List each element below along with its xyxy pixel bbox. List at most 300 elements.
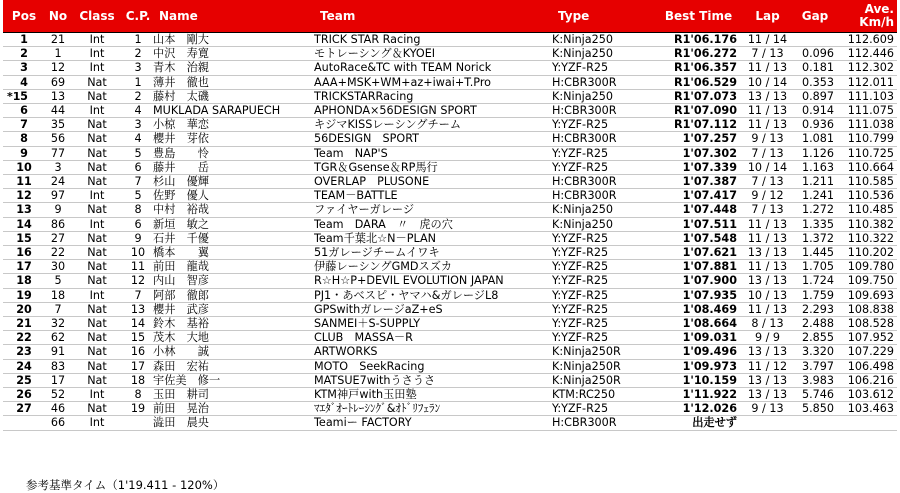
row-gap: [794, 89, 836, 103]
row-class-value: Int: [89, 416, 105, 430]
row-cp: [123, 231, 153, 245]
row-team-value: Team千葉北☆N－PLAN: [314, 231, 436, 245]
row-type: [552, 331, 656, 345]
header-cp: C.P.: [123, 0, 153, 33]
row-type: [552, 388, 656, 402]
row-lap: [741, 388, 794, 402]
row-cp: [123, 288, 153, 302]
row-team-value: R☆H☆P+DEVIL EVOLUTION JAPAN: [314, 274, 504, 288]
row-no: [45, 274, 71, 288]
row-name-value: 前田 晃治: [153, 402, 209, 416]
row-best-time: [656, 89, 741, 103]
row-best-time: [656, 33, 741, 47]
row-class-value: Int: [89, 288, 105, 302]
row-best-time-value: 1'10.159: [682, 373, 737, 387]
row-team: [314, 345, 552, 359]
row-gap: [794, 274, 836, 288]
table-row: [3, 33, 897, 47]
row-pos: [3, 47, 45, 61]
row-name-value: 玉田 耕司: [153, 388, 209, 402]
row-pos: [3, 146, 45, 160]
row-class: [71, 246, 123, 260]
row-ave-value: 112.011: [847, 75, 894, 89]
row-lap-value: 7 / 13: [751, 203, 784, 217]
row-cp: [123, 118, 153, 132]
row-team-value: 56DESIGN SPORT: [314, 132, 419, 146]
row-no: [45, 33, 71, 47]
row-cp-value: 7: [134, 175, 142, 189]
row-class-value: Nat: [87, 175, 107, 189]
row-gap-value: 0.353: [801, 75, 834, 89]
row-type-value: K:Ninja250R: [552, 373, 621, 387]
row-ave-value: 103.463: [847, 402, 894, 416]
row-gap: [794, 160, 836, 174]
row-pos-value: 23: [16, 345, 32, 359]
row-gap: [794, 146, 836, 160]
row-best-time: [656, 132, 741, 146]
row-gap-value: 1.211: [801, 175, 834, 189]
results-body: [3, 33, 897, 431]
row-team-value: OVERLAP PLUSONE: [314, 175, 430, 189]
row-cp-value: 8: [134, 388, 142, 402]
row-name-value: 森田 宏祐: [153, 359, 209, 373]
row-best-time: [656, 47, 741, 61]
row-ave: [836, 246, 897, 260]
table-row: [3, 416, 897, 430]
row-gap-value: 3.797: [801, 359, 834, 373]
row-type: [552, 160, 656, 174]
row-type: [552, 288, 656, 302]
row-ave: [836, 231, 897, 245]
row-lap: [741, 189, 794, 203]
row-no: [45, 416, 71, 430]
row-team: [314, 317, 552, 331]
row-no-value: 7: [54, 302, 62, 316]
row-pos: [3, 61, 45, 75]
row-pos-value: 12: [16, 189, 32, 203]
header-no: No: [45, 0, 71, 33]
row-lap-value: 11 / 12: [747, 359, 788, 373]
row-cp-value: 5: [134, 189, 142, 203]
row-gap-value: 0.181: [801, 61, 834, 75]
row-no: [45, 302, 71, 316]
row-team: [314, 274, 552, 288]
row-best-time-value: 1'11.922: [682, 388, 737, 402]
row-gap: [794, 189, 836, 203]
row-lap: [741, 75, 794, 89]
row-ave-value: 111.075: [847, 104, 894, 118]
row-type-value: K:Ninja250R: [552, 359, 621, 373]
row-no: [45, 132, 71, 146]
row-pos: [3, 359, 45, 373]
row-gap: [794, 288, 836, 302]
row-class-value: Nat: [87, 402, 107, 416]
row-ave-value: 106.498: [847, 359, 894, 373]
row-ave: [836, 118, 897, 132]
row-lap-value: 13 / 13: [747, 274, 788, 288]
row-gap: [794, 203, 836, 217]
row-name: [153, 373, 314, 387]
row-best-time: [656, 75, 741, 89]
row-no-value: 97: [50, 189, 66, 203]
row-name-value: 宇佐美 修一: [153, 373, 221, 387]
row-best-time-value: 出走せず: [692, 416, 737, 430]
row-gap-value: 3.983: [801, 373, 834, 387]
row-lap-value: 9 / 13: [751, 132, 784, 146]
row-best-time: [656, 160, 741, 174]
row-gap: [794, 302, 836, 316]
row-gap-value: 1.759: [801, 288, 834, 302]
row-pos: [3, 317, 45, 331]
row-best-time: [656, 416, 741, 430]
row-class-value: Nat: [87, 302, 107, 316]
row-best-time-value: 1'07.339: [682, 160, 737, 174]
row-class: [71, 33, 123, 47]
row-team: [314, 89, 552, 103]
row-best-time: [656, 388, 741, 402]
row-gap: [794, 345, 836, 359]
row-best-time: [656, 373, 741, 387]
table-row: [3, 217, 897, 231]
row-type-value: Y:YZF-R25: [552, 288, 609, 302]
row-gap: [794, 104, 836, 118]
row-lap-value: 13 / 13: [747, 89, 788, 103]
row-lap: [741, 104, 794, 118]
row-name-value: 鈴木 基裕: [153, 317, 209, 331]
row-pos-value: 25: [16, 373, 32, 387]
row-cp-value: 16: [130, 345, 146, 359]
row-pos: [3, 373, 45, 387]
row-type-value: Y:YZF-R25: [552, 231, 609, 245]
row-team-value: SANMEI＋S-SUPPLY: [314, 317, 421, 331]
row-no-value: 86: [50, 217, 66, 231]
row-ave: [836, 402, 897, 416]
row-no-value: 9: [54, 203, 62, 217]
row-class-value: Int: [89, 388, 105, 402]
row-ave-value: 112.609: [847, 33, 894, 46]
row-cp: [123, 203, 153, 217]
row-type: [552, 47, 656, 61]
row-cp-value: 8: [134, 203, 142, 217]
row-type-value: H:CBR300R: [552, 104, 617, 118]
header-ave: [836, 0, 897, 33]
row-ave-value: 110.664: [847, 160, 894, 174]
row-no: [45, 104, 71, 118]
row-no-value: 3: [54, 160, 62, 174]
row-team-value: KTM神戸with玉田塾: [314, 388, 417, 402]
row-class-value: Nat: [87, 345, 107, 359]
row-type: [552, 345, 656, 359]
row-type-value: K:Ninja250R: [552, 345, 621, 359]
row-lap-value: 9 / 13: [751, 402, 784, 416]
table-row: [3, 118, 897, 132]
row-team-value: ファイヤーガレージ: [314, 203, 415, 217]
row-ave: [836, 175, 897, 189]
row-no-value: 62: [50, 331, 66, 345]
row-lap-value: 13 / 13: [747, 345, 788, 359]
row-pos: [3, 203, 45, 217]
row-lap: [741, 402, 794, 416]
row-gap-value: 5.850: [801, 402, 834, 416]
row-cp: [123, 89, 153, 103]
row-lap-value: 7 / 13: [751, 175, 784, 189]
row-name-value: 中村 裕哉: [153, 203, 209, 217]
row-lap-value: 11 / 13: [747, 231, 788, 245]
row-class: [71, 217, 123, 231]
row-class: [71, 288, 123, 302]
row-gap: [794, 331, 836, 345]
row-class: [71, 331, 123, 345]
row-pos-value: 18: [16, 274, 32, 288]
row-pos: [3, 175, 45, 189]
header-gap: Gap: [794, 0, 836, 33]
row-best-time: [656, 175, 741, 189]
row-class: [71, 118, 123, 132]
row-team-value: キジマKISSレーシングチーム: [314, 118, 462, 132]
row-no: [45, 246, 71, 260]
row-class-value: Nat: [87, 160, 107, 174]
row-name-value: 石井 千優: [153, 231, 209, 245]
row-no-value: 77: [50, 146, 66, 160]
row-pos-value: 21: [16, 317, 32, 331]
row-team: [314, 47, 552, 61]
row-lap: [741, 132, 794, 146]
row-name: [153, 33, 314, 47]
row-no-value: 56: [50, 132, 66, 146]
row-name: [153, 317, 314, 331]
row-type-value: Y:YZF-R25: [552, 402, 609, 416]
row-lap: [741, 231, 794, 245]
row-no-value: 69: [50, 75, 66, 89]
row-pos: [3, 302, 45, 316]
row-class-value: Nat: [87, 260, 107, 274]
row-team: [314, 175, 552, 189]
row-pos-value: 15: [16, 231, 32, 245]
row-lap-value: 11 / 13: [747, 118, 788, 132]
row-no: [45, 89, 71, 103]
row-no: [45, 189, 71, 203]
row-best-time-value: R1'07.090: [674, 104, 737, 118]
table-row: [3, 47, 897, 61]
row-pos: [3, 246, 45, 260]
row-lap: [741, 359, 794, 373]
row-lap: [741, 345, 794, 359]
row-team-value: ARTWORKS: [314, 345, 378, 359]
row-type-value: Y:YZF-R25: [552, 331, 609, 345]
row-gap-value: 2.293: [801, 302, 834, 316]
row-cp: [123, 260, 153, 274]
row-class: [71, 47, 123, 61]
row-gap: [794, 75, 836, 89]
reference-time-note: 参考基準タイム（1'19.411 - 120%）: [26, 478, 225, 492]
row-best-time: [656, 274, 741, 288]
row-no-value: 5: [54, 274, 62, 288]
row-pos-value: 3: [20, 61, 28, 75]
row-type-value: Y:YZF-R25: [552, 260, 609, 274]
row-ave: [836, 89, 897, 103]
row-best-time-value: R1'06.529: [674, 75, 737, 89]
row-best-time-value: 1'07.387: [682, 175, 737, 189]
row-lap-value: 11 / 13: [747, 104, 788, 118]
row-no-value: 13: [50, 89, 66, 103]
row-name: [153, 260, 314, 274]
row-team: [314, 189, 552, 203]
row-pos-value: 9: [20, 146, 28, 160]
table-row: [3, 61, 897, 75]
row-name: [153, 160, 314, 174]
row-pos: [3, 231, 45, 245]
row-team: [314, 402, 552, 416]
row-class-value: Nat: [87, 75, 107, 89]
header-best-time: Best Time: [656, 0, 741, 33]
row-no-value: 12: [50, 61, 66, 75]
row-best-time: [656, 118, 741, 132]
row-class: [71, 175, 123, 189]
row-best-time-value: 1'07.417: [682, 189, 737, 203]
row-pos: [3, 118, 45, 132]
row-lap-value: 10 / 13: [747, 288, 788, 302]
row-team-value: モトレーシング＆KYOEI: [314, 47, 436, 61]
row-team: [314, 160, 552, 174]
row-team-value: ﾏｴﾀﾞｵｰﾄﾚｰｼﾝｸﾞ&ｵﾄﾞﾘﾌｪﾗﾝ: [314, 402, 441, 416]
row-no-value: 18: [50, 288, 66, 302]
row-cp: [123, 345, 153, 359]
row-type-value: K:Ninja250: [552, 33, 613, 46]
row-pos-value: 6: [20, 104, 28, 118]
row-ave: [836, 317, 897, 331]
row-pos: [3, 274, 45, 288]
table-row: [3, 402, 897, 416]
row-ave-value: 110.202: [847, 246, 894, 260]
row-lap: [741, 89, 794, 103]
results-table: [3, 0, 897, 431]
row-type: [552, 359, 656, 373]
row-team-value: TRICKSTARRacing: [314, 89, 414, 103]
table-row: [3, 104, 897, 118]
row-team-value: CLUB MASSA－R: [314, 331, 413, 345]
row-class: [71, 75, 123, 89]
row-class: [71, 302, 123, 316]
row-ave-value: 110.536: [847, 189, 894, 203]
row-best-time-value: 1'07.900: [682, 274, 737, 288]
row-type: [552, 246, 656, 260]
row-lap: [741, 260, 794, 274]
row-name: [153, 203, 314, 217]
row-cp-value: 17: [130, 359, 146, 373]
row-ave-value: 107.229: [847, 345, 894, 359]
row-pos-value: 2: [20, 47, 28, 61]
row-cp-value: 6: [134, 217, 142, 231]
row-type: [552, 416, 656, 430]
row-name: [153, 189, 314, 203]
row-pos-value: 16: [16, 246, 32, 260]
row-pos-value: 1: [20, 33, 28, 46]
row-cp-value: 9: [134, 231, 142, 245]
row-best-time-value: 1'07.511: [682, 217, 737, 231]
table-row: [3, 331, 897, 345]
table-row: [3, 75, 897, 89]
row-cp-value: 6: [134, 160, 142, 174]
row-class: [71, 61, 123, 75]
row-best-time: [656, 331, 741, 345]
row-no: [45, 288, 71, 302]
row-best-time-value: 1'07.621: [682, 246, 737, 260]
row-type-value: K:Ninja250: [552, 217, 613, 231]
row-name: [153, 345, 314, 359]
row-team: [314, 416, 552, 430]
row-no: [45, 47, 71, 61]
row-no: [45, 146, 71, 160]
row-team-value: Team NAP'S: [314, 146, 388, 160]
table-row: [3, 260, 897, 274]
row-type: [552, 89, 656, 103]
row-pos-value: 19: [16, 288, 32, 302]
row-class-value: Int: [89, 33, 105, 46]
row-type-value: Y:YZF-R25: [552, 61, 609, 75]
row-type: [552, 260, 656, 274]
row-cp-value: 4: [134, 132, 142, 146]
table-row: [3, 345, 897, 359]
row-class-value: Int: [89, 189, 105, 203]
row-pos: [3, 189, 45, 203]
row-gap: [794, 47, 836, 61]
row-no: [45, 331, 71, 345]
row-type-value: Y:YZF-R25: [552, 246, 609, 260]
row-type-value: H:CBR300R: [552, 189, 617, 203]
row-pos: [3, 288, 45, 302]
row-best-time-value: 1'09.973: [682, 359, 737, 373]
row-best-time-value: R1'07.112: [674, 118, 737, 132]
row-gap: [794, 217, 836, 231]
table-header: [3, 0, 897, 33]
row-type-value: H:CBR300R: [552, 416, 617, 430]
row-cp: [123, 388, 153, 402]
table-row: [3, 373, 897, 387]
row-ave: [836, 388, 897, 402]
row-team-value: AutoRace&TC with TEAM Norick: [314, 61, 492, 75]
row-cp-value: 15: [130, 331, 146, 345]
row-best-time: [656, 345, 741, 359]
header-type: Type: [552, 0, 656, 33]
row-class: [71, 203, 123, 217]
row-class-value: Nat: [87, 146, 107, 160]
row-type: [552, 317, 656, 331]
row-name-value: 薄井 徹也: [153, 75, 209, 89]
row-type-value: K:Ninja250: [552, 89, 613, 103]
row-class-value: Nat: [87, 118, 107, 132]
row-ave: [836, 104, 897, 118]
row-ave-value: 109.693: [847, 288, 894, 302]
row-ave-value: 109.750: [847, 274, 894, 288]
row-class-value: Nat: [87, 246, 107, 260]
row-no: [45, 373, 71, 387]
row-pos-value: 22: [16, 331, 32, 345]
row-pos-value: 14: [16, 217, 32, 231]
table-row: [3, 231, 897, 245]
table-row: [3, 317, 897, 331]
row-team: [314, 118, 552, 132]
row-class: [71, 416, 123, 430]
row-lap: [741, 246, 794, 260]
row-best-time: [656, 260, 741, 274]
row-ave-value: 110.725: [847, 146, 894, 160]
row-gap: [794, 132, 836, 146]
row-no: [45, 388, 71, 402]
row-ave-value: 112.446: [847, 47, 894, 61]
row-name: [153, 89, 314, 103]
row-team: [314, 203, 552, 217]
row-best-time-value: 1'07.302: [682, 146, 737, 160]
